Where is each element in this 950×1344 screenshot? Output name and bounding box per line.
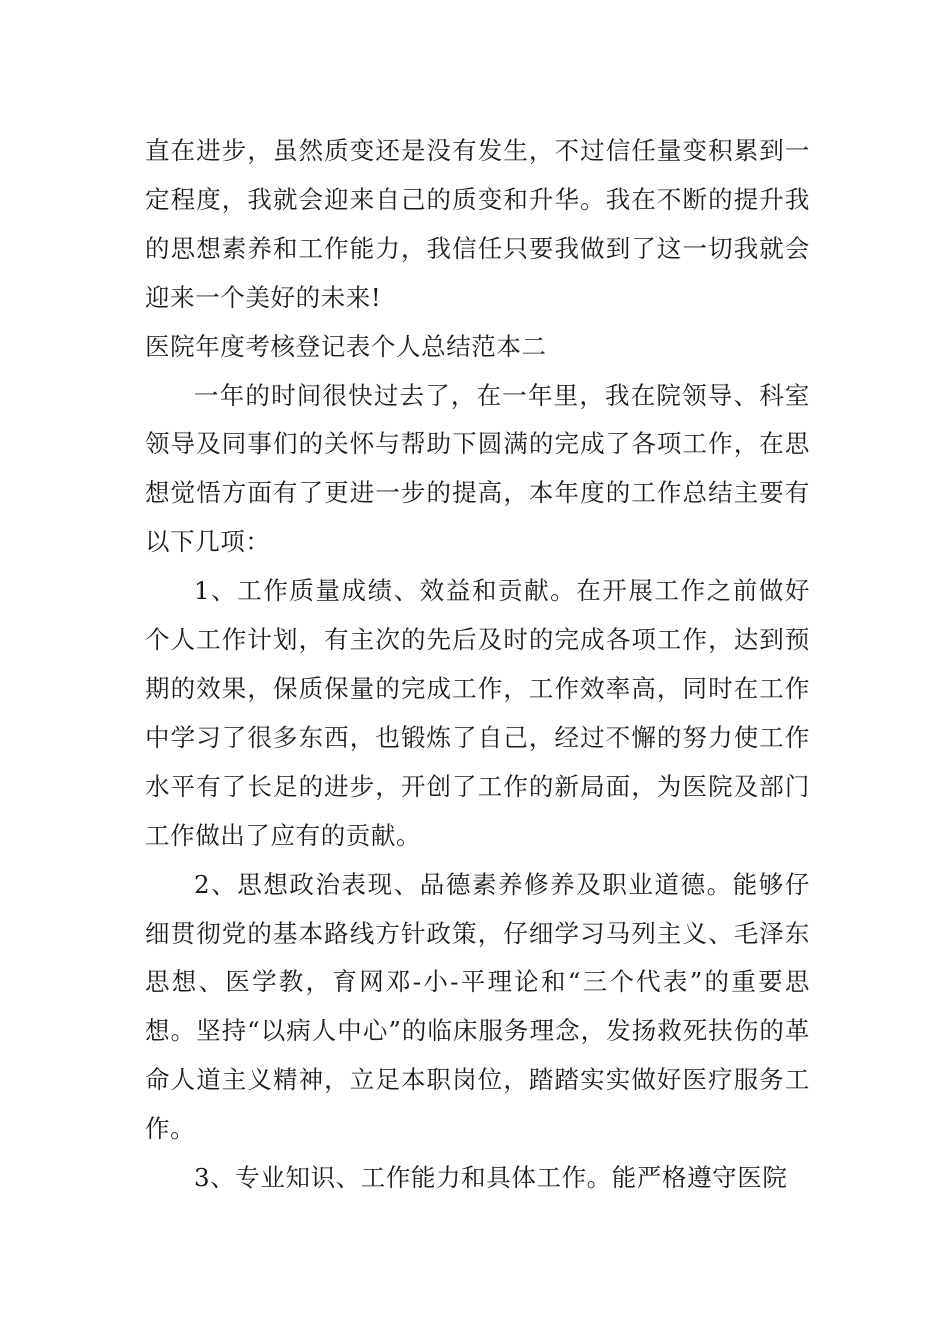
- paragraph-intro: 一年的时间很快过去了，在一年里，我在院领导、科室领导及同事们的关怀与帮助下圆满的完成了各项工作，在思想觉悟方面有了更进一步的提高，本年度的工作总结主要有以下几项：: [145, 380, 810, 557]
- paragraph-item-1: 1、工作质量成绩、效益和贡献。在开展工作之前做好个人工作计划，有主次的先后及时的完成各项工作，达到预期的效果，保质保量的完成工作，工作效率高，同时在工作中学习了很多东西，也锻炼了自己，经过不懈的努力使工作水平有了长足的进步，开创了工作的新局面，为医院及部门工作做出了应有的贡献。: [145, 576, 810, 850]
- section-heading: 医院年度考核登记表个人总结范本二: [145, 331, 547, 361]
- paragraph-item-3: 3、专业知识、工作能力和具体工作。能严格遵守医院: [194, 1163, 788, 1193]
- document-body: [145, 127, 810, 1203]
- paragraph-item-2: 2、思想政治表现、品德素养修养及职业道德。能够仔细贯彻党的基本路线方针政策，仔细学习马列主义、毛泽东思想、医学教，育网邓-小-平理论和“三个代表”的重要思想。坚持“以病人中心”的临床服务理念，发扬救死扶伤的革命人道主义精神，立足本职岗位，踏踏实实做好医疗服务工作。: [145, 869, 810, 1144]
- paragraph-continuation: 直在进步，虽然质变还是没有发生，不过信任量变积累到一定程度，我就会迎来自己的质变和升华。我在不断的提升我的思想素养和工作能力，我信任只要我做到了这一切我就会迎来一个美好的未来!: [145, 136, 810, 312]
